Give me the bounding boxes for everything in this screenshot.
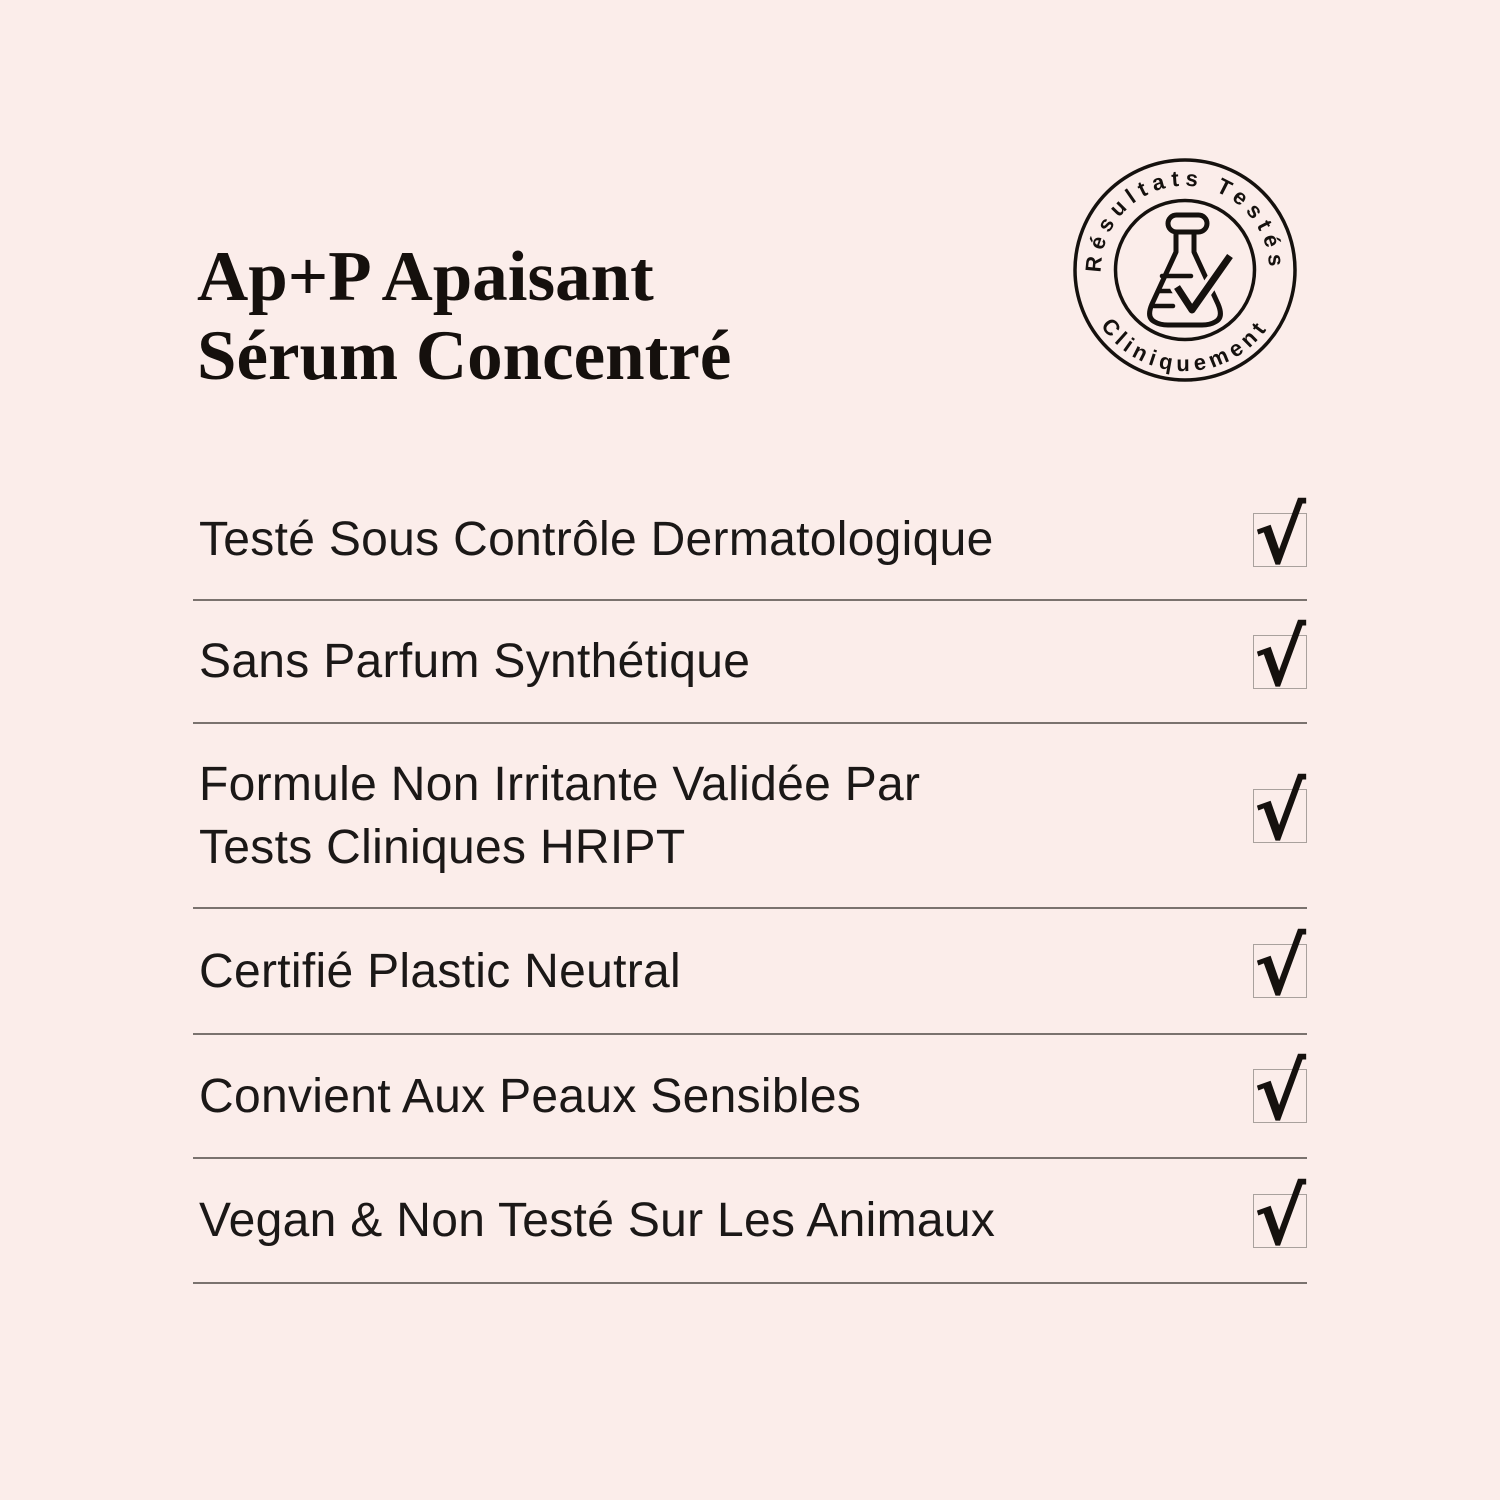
flask-lip [1168,215,1207,232]
feature-row-dermatologique [193,480,1307,601]
badge-arc-bottom-text: Cliniquement [1096,313,1274,377]
badge-arc-top-text: Résultats Testés [1080,165,1290,274]
feature-label [193,630,750,693]
feature-row-formule-hript [193,724,1307,909]
feature-label-line: Certifié Plastic Neutral [199,944,682,998]
checkmark-icon: √ [1254,923,1307,1013]
feature-row-peaux-sensibles [193,1035,1307,1159]
feature-label [193,940,681,1003]
checkmark-icon: √ [1254,1048,1307,1138]
feature-label-line: Formule Non Irritante Validée Par [199,757,921,811]
checkbox [1253,1172,1307,1263]
checkmark-icon: √ [1254,613,1307,704]
title-line-2: Sérum Concentré [197,317,732,395]
checkbox [1253,491,1307,582]
checkbox [1253,767,1307,858]
feature-label-line: Testé Sous Contrôle Dermatologique [199,513,994,566]
feature-row-vegan [193,1159,1307,1284]
checkbox [1253,923,1307,1013]
feature-label [193,1065,861,1128]
feature-row-sans-parfum [193,601,1307,724]
feature-label-line: Convient Aux Peaux Sensibles [199,1069,862,1123]
badge-inner-circle [1116,201,1255,340]
checkmark-icon: √ [1254,491,1307,582]
feature-label [193,508,994,571]
clinically-tested-badge [1067,152,1303,388]
title-line-1: Ap+P Apaisant [197,238,654,316]
feature-label-line: Vegan & Non Testé Sur Les Animaux [199,1194,996,1247]
page-title [197,238,731,396]
badge-outer-circle [1075,160,1295,380]
feature-label-line: Sans Parfum Synthétique [199,635,751,688]
checkbox [1253,613,1307,704]
feature-row-plastic-neutral [193,909,1307,1035]
feature-label [193,753,920,879]
feature-list [193,480,1307,1284]
flask-checkmark-icon [1150,215,1230,325]
feature-label [193,1189,995,1252]
feature-label-line: Tests Cliniques HRIPT [199,820,686,874]
checkmark-icon: √ [1254,767,1307,858]
checkmark-icon: √ [1254,1172,1307,1263]
checkbox [1253,1048,1307,1138]
